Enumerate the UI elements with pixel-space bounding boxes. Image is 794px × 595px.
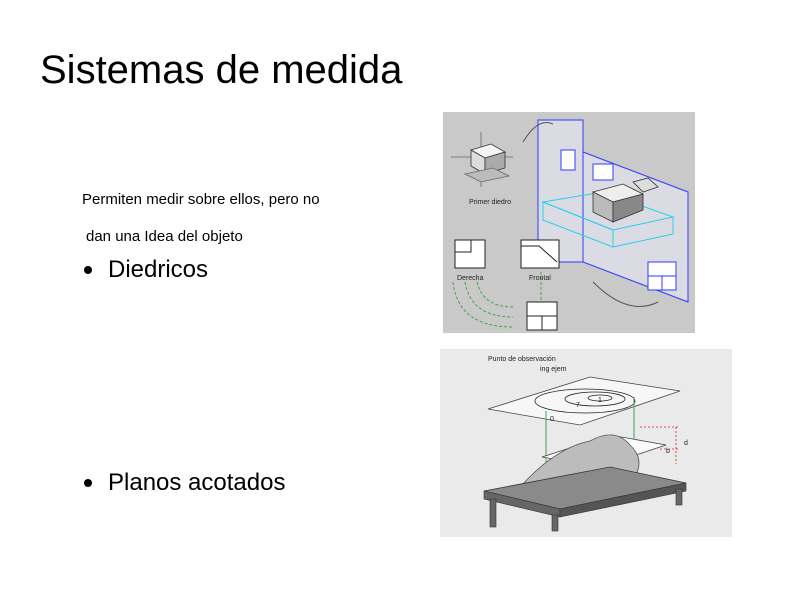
bullet-item-diedricos: [84, 258, 208, 282]
bullet-label: Planos acotados: [108, 469, 286, 496]
intro-line-1: Permiten medir sobre ellos, pero no: [82, 191, 320, 208]
bullet-dot-icon: [84, 266, 92, 274]
fig-label-observation: Punto de observación: [488, 356, 556, 363]
fig-label-top: Primer diedro: [469, 199, 512, 206]
contour-plane-image: [440, 349, 732, 537]
top-plane: [488, 377, 680, 425]
fig-label-contour-a: 7: [576, 402, 580, 409]
fig-label-front: Frontal: [529, 275, 551, 282]
cube-icon: [451, 132, 513, 187]
fig-label-base: 0: [550, 416, 554, 423]
fig-label-contour-b: 1: [598, 397, 602, 404]
fig-label-dim-b: b: [666, 448, 670, 455]
intro-line-2: dan una Idea del objeto: [86, 228, 243, 245]
fig-label-axis: ing ejem: [540, 366, 567, 373]
view-front: [521, 240, 559, 330]
fig-label-left: Derecha: [457, 275, 484, 282]
bullet-item-planos-acotados: [84, 471, 285, 495]
intro-text: [82, 191, 412, 246]
fig-label-dim-a: d: [684, 440, 688, 447]
view-left: [455, 240, 485, 268]
bullet-dot-icon: [84, 479, 92, 487]
bullet-label: Diedricos: [108, 256, 209, 283]
slide-title: Sistemas de medida: [40, 48, 403, 92]
dihedral-projection-image: [443, 112, 695, 333]
